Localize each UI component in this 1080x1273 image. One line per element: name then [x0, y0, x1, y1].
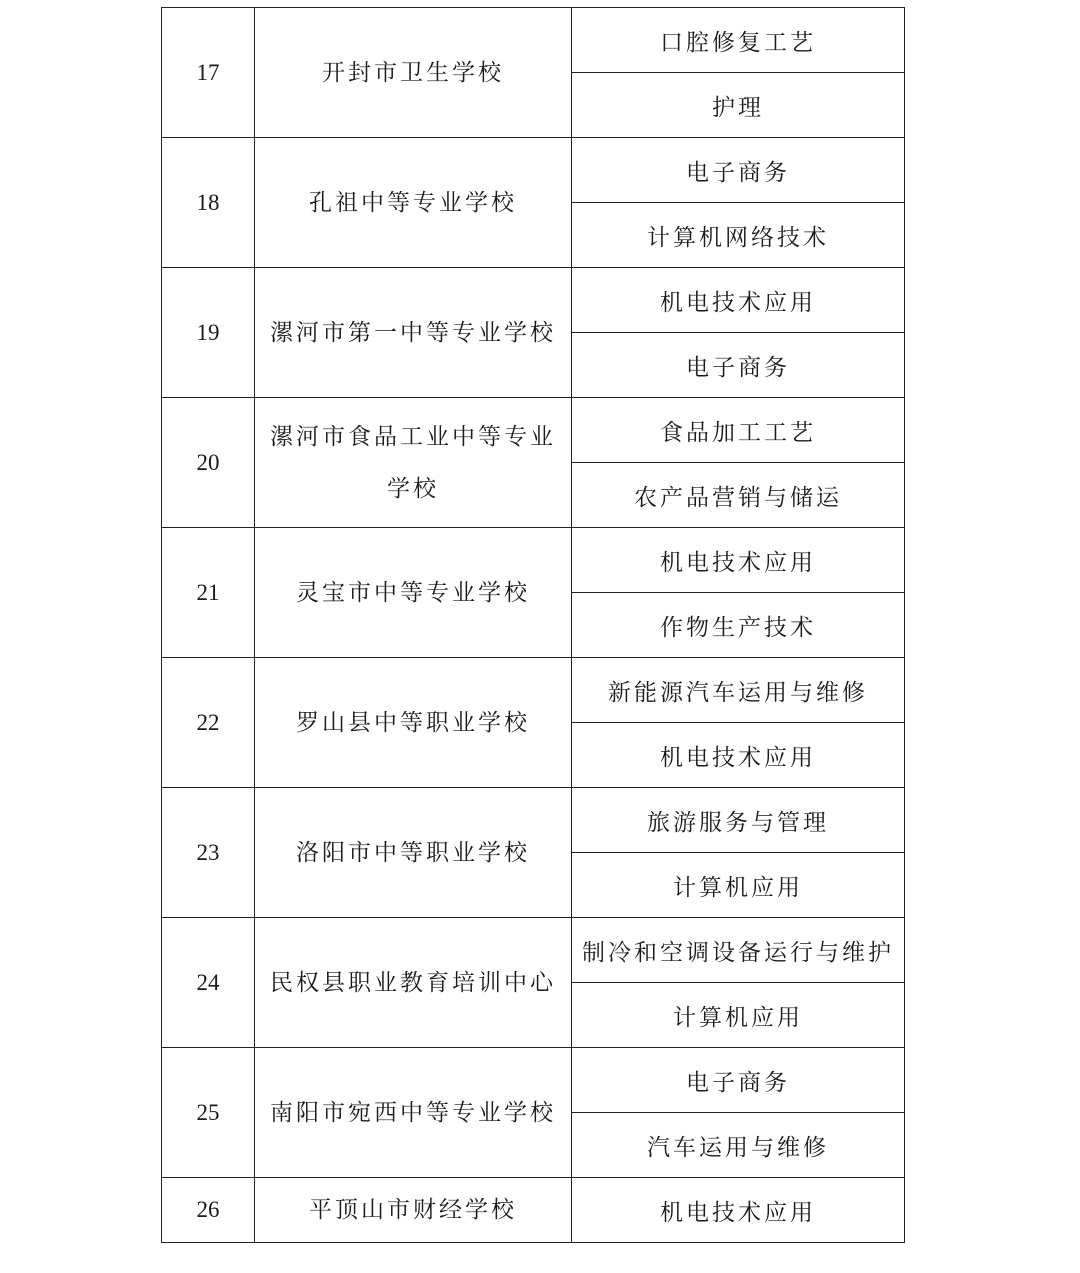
table-row — [162, 658, 905, 723]
major-name: 电子商务 — [572, 138, 905, 203]
major-name: 食品加工工艺 — [572, 398, 905, 463]
major-name: 计算机应用 — [572, 983, 905, 1048]
major-name: 电子商务 — [572, 1048, 905, 1113]
row-number: 17 — [162, 8, 255, 138]
major-name: 口腔修复工艺 — [572, 8, 905, 73]
row-number: 26 — [162, 1178, 255, 1243]
school-name: 平顶山市财经学校 — [255, 1178, 572, 1243]
major-name: 机电技术应用 — [572, 268, 905, 333]
major-name: 护理 — [572, 73, 905, 138]
major-name: 计算机网络技术 — [572, 203, 905, 268]
row-number: 24 — [162, 918, 255, 1048]
major-name: 电子商务 — [572, 333, 905, 398]
table-row — [162, 788, 905, 853]
table-row — [162, 138, 905, 203]
row-number: 18 — [162, 138, 255, 268]
major-name: 新能源汽车运用与维修 — [572, 658, 905, 723]
row-number: 21 — [162, 528, 255, 658]
major-name: 汽车运用与维修 — [572, 1113, 905, 1178]
school-name: 开封市卫生学校 — [255, 8, 572, 138]
table-row — [162, 398, 905, 463]
school-name: 漯河市第一中等专业学校 — [255, 268, 572, 398]
school-name: 漯河市食品工业中等专业学校 — [255, 398, 572, 528]
major-name: 机电技术应用 — [572, 723, 905, 788]
table-row — [162, 918, 905, 983]
table-row — [162, 8, 905, 73]
major-name: 作物生产技术 — [572, 593, 905, 658]
school-name: 罗山县中等职业学校 — [255, 658, 572, 788]
row-number: 22 — [162, 658, 255, 788]
major-name: 制冷和空调设备运行与维护 — [572, 918, 905, 983]
table-row — [162, 528, 905, 593]
major-name: 机电技术应用 — [572, 528, 905, 593]
row-number: 19 — [162, 268, 255, 398]
major-name: 旅游服务与管理 — [572, 788, 905, 853]
school-name: 灵宝市中等专业学校 — [255, 528, 572, 658]
school-name: 洛阳市中等职业学校 — [255, 788, 572, 918]
school-name: 孔祖中等专业学校 — [255, 138, 572, 268]
table-row — [162, 1178, 905, 1243]
school-major-table — [161, 7, 905, 1243]
table-row — [162, 268, 905, 333]
row-number: 20 — [162, 398, 255, 528]
school-name: 南阳市宛西中等专业学校 — [255, 1048, 572, 1178]
row-number: 23 — [162, 788, 255, 918]
major-name: 农产品营销与储运 — [572, 463, 905, 528]
row-number: 25 — [162, 1048, 255, 1178]
table-row — [162, 1048, 905, 1113]
major-name: 计算机应用 — [572, 853, 905, 918]
major-name: 机电技术应用 — [572, 1178, 905, 1243]
school-name: 民权县职业教育培训中心 — [255, 918, 572, 1048]
